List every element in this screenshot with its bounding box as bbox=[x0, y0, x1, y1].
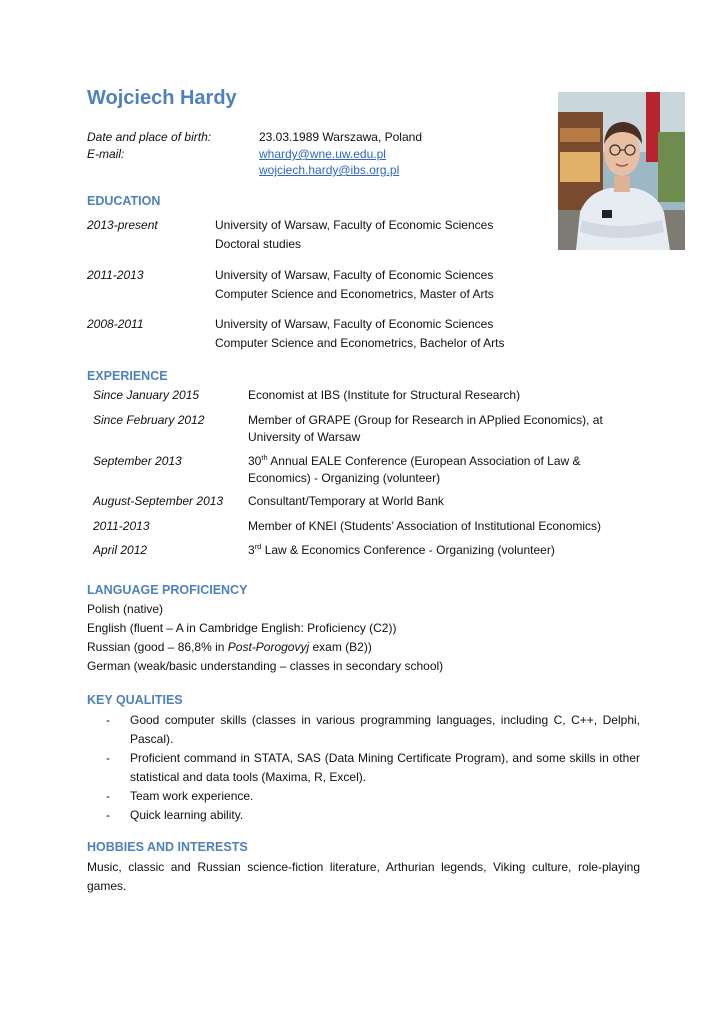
education-body bbox=[215, 266, 494, 304]
experience-desc: Member of KNEI (Students’ Association of Institutional Economics) bbox=[248, 519, 602, 533]
birth-label: Date and place of birth: bbox=[87, 130, 212, 144]
education-line: University of Warsaw, Faculty of Economic Sciences bbox=[215, 218, 494, 232]
dash-bullet: - bbox=[106, 713, 110, 727]
experience-desc: Member of GRAPE (Group for Research in APplied Economics), at University of Warsaw bbox=[248, 413, 603, 444]
list-item: - Quick learning ability. bbox=[87, 806, 640, 825]
education-line: Doctoral studies bbox=[215, 237, 302, 251]
list-item: - Team work experience. bbox=[87, 787, 640, 806]
education-date: 2011-2013 bbox=[87, 268, 144, 282]
qualities-heading: KEY QUALITIES bbox=[87, 693, 183, 707]
language-line: Russian (good – 86,8% in Post-Porogovyj exam (B2)) bbox=[87, 640, 372, 654]
education-line: University of Warsaw, Faculty of Economic Sciences bbox=[215, 317, 494, 331]
hobbies-heading: HOBBIES AND INTERESTS bbox=[87, 840, 248, 854]
experience-date: August-September 2013 bbox=[93, 494, 224, 508]
qualities-list bbox=[87, 711, 640, 825]
experience-date: Since January 2015 bbox=[93, 388, 200, 402]
list-item: - Proficient command in STATA, SAS (Data Mining Certificate Program), and some skills in other statistical and data tools (Maxima, R, Excel). bbox=[106, 751, 640, 784]
education-line: University of Warsaw, Faculty of Economic Sciences bbox=[215, 268, 494, 282]
experience-desc: 30th Annual EALE Conference (European Association of Law & Economics) - Organizing (volunteer) bbox=[248, 453, 581, 485]
profile-photo bbox=[558, 92, 685, 250]
education-date: 2008-2011 bbox=[87, 317, 144, 331]
experience-date: Since February 2012 bbox=[93, 413, 205, 427]
birth-value: 23.03.1989 Warszawa, Poland bbox=[259, 130, 422, 144]
experience-date: 2011-2013 bbox=[93, 519, 150, 533]
education-line: Computer Science and Econometrics, Master of Arts bbox=[215, 287, 494, 301]
experience-heading: EXPERIENCE bbox=[87, 369, 168, 383]
language-line: Polish (native) bbox=[87, 602, 164, 616]
email-link-2[interactable]: wojciech.hardy@ibs.org.pl bbox=[259, 163, 400, 177]
list-item: - Good computer skills (classes in various programming languages, including C, C++, Delphi, Pascal). bbox=[106, 713, 640, 746]
experience-date: September 2013 bbox=[93, 454, 182, 468]
dash-bullet: - bbox=[106, 789, 110, 803]
email-link-1[interactable]: whardy@wne.uw.edu.pl bbox=[259, 147, 386, 161]
dash-bullet: - bbox=[106, 808, 110, 822]
languages-list bbox=[87, 600, 640, 676]
hobbies-text: Music, classic and Russian science-fiction literature, Arthurian legends, Viking culture, role-playing games. bbox=[87, 860, 640, 893]
experience-desc: Consultant/Temporary at World Bank bbox=[248, 494, 444, 508]
person-name: Wojciech Hardy bbox=[87, 87, 237, 109]
language-line: English (fluent – A in Cambridge English: Proficiency (C2)) bbox=[87, 621, 397, 635]
experience-desc: Economist at IBS (Institute for Structural Research) bbox=[248, 388, 521, 402]
education-date: 2013-present bbox=[87, 218, 158, 232]
education-body bbox=[215, 315, 504, 353]
education-heading: EDUCATION bbox=[87, 194, 161, 208]
email-label: E-mail: bbox=[87, 147, 125, 161]
dash-bullet: - bbox=[106, 751, 110, 765]
education-line: Computer Science and Econometrics, Bachelor of Arts bbox=[215, 336, 505, 350]
language-line: German (weak/basic understanding – classes in secondary school) bbox=[87, 659, 444, 673]
experience-date: April 2012 bbox=[93, 543, 148, 557]
education-body bbox=[215, 216, 493, 254]
languages-heading: LANGUAGE PROFICIENCY bbox=[87, 583, 248, 597]
experience-desc: 3rd Law & Economics Conference - Organizing (volunteer) bbox=[248, 542, 555, 557]
